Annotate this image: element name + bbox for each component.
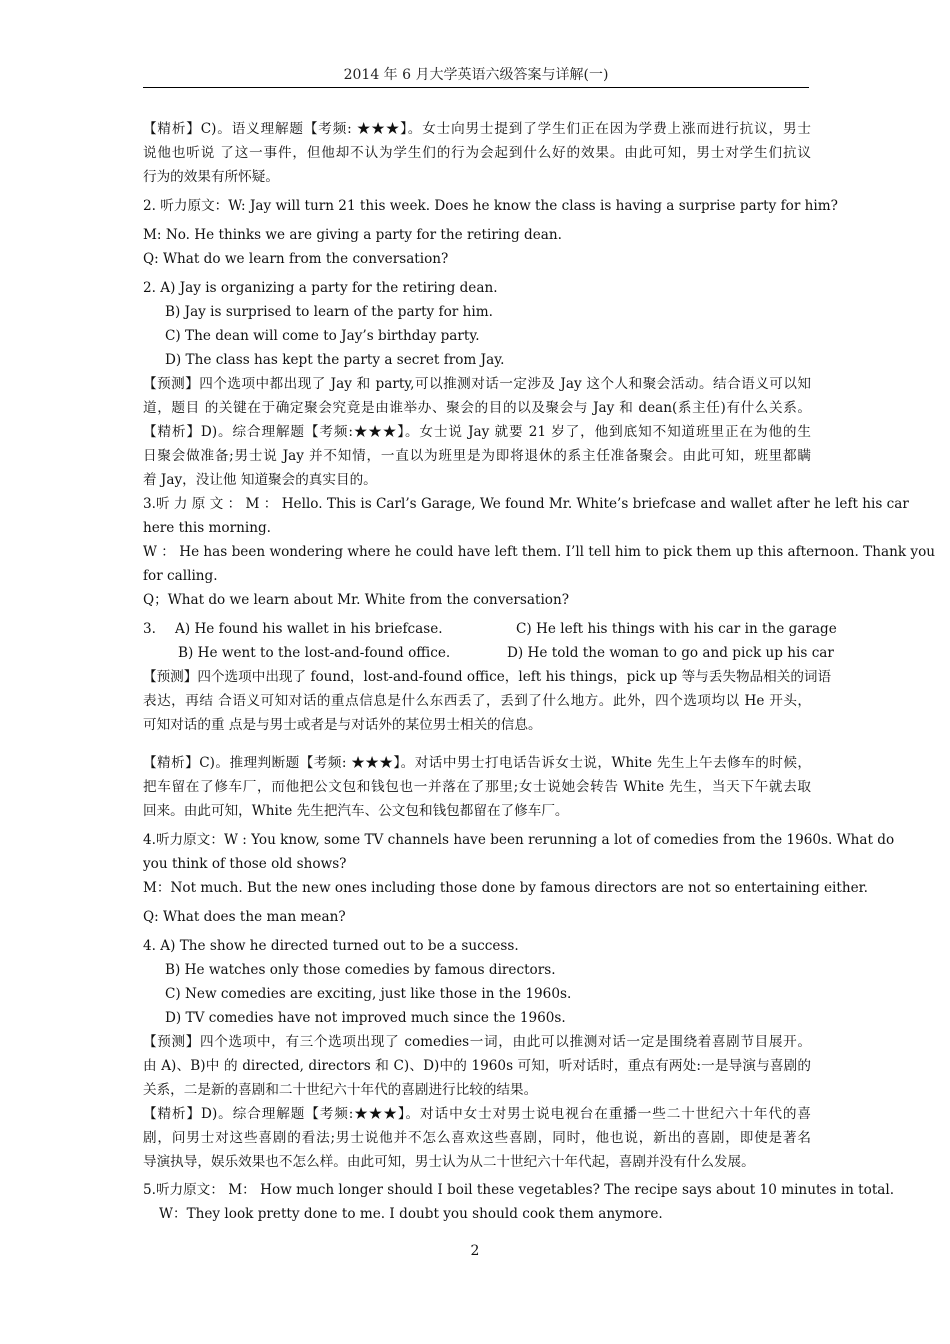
text-line: 道，题目 的关键在于确定聚会究竟是由谁举办、聚会的目的以及聚会与 Jay 和 dean(系主任)有什么关系。 bbox=[143, 400, 811, 416]
text-line: Q: What does the man mean? bbox=[143, 909, 346, 925]
text-line: 2. 听力原文：W: Jay will turn 21 this week. Does he know the class is having a surprise party for him? bbox=[143, 198, 838, 214]
text-line: you think of those old shows? bbox=[143, 856, 347, 872]
text-line: W ： He has been wondering where he could have left them. I’ll tell him to pick them up this afternoon. Thank you bbox=[143, 544, 936, 560]
text-line: 5.听力原文： M： How much longer should I boil these vegetables? The recipe says about 10 minutes in total. bbox=[143, 1182, 895, 1198]
option-d: D) He told the woman to go and pick up his car bbox=[507, 645, 834, 661]
page-header-title: 2014 年 6 月大学英语六级答案与详解(一) bbox=[343, 67, 609, 83]
option-line: 2. A) Jay is organizing a party for the retiring dean. bbox=[143, 280, 498, 296]
option-line: D) TV comedies have not improved much since the 1960s. bbox=[165, 1010, 566, 1026]
text-line: 3.听 力 原 文 ： M ： Hello. This is Carl’s Garage, We found Mr. White’s briefcase and wallet after he left his car bbox=[143, 496, 909, 512]
page-number: 2 bbox=[470, 1243, 480, 1259]
text-line: 由 A)、B)中 的 directed, directors 和 C)、D)中的 1960s 可知，听对话时，重点有两处:一是导演与喜剧的 bbox=[143, 1058, 811, 1074]
text-line: 日聚会做准备;男士说 Jay 并不知情，一直以为班里是为即将退休的系主任准备聚会。由此可知，班里都瞒 bbox=[143, 448, 811, 464]
text-line: 回来。由此可知，White 先生把汽车、公文包和钱包都留在了修车厂。 bbox=[143, 803, 569, 819]
text-line: 导演执导，娱乐效果也不怎么样。由此可知，男士认为从二十世纪六十年代起，喜剧并没有什么发展。 bbox=[143, 1154, 755, 1170]
header-rule bbox=[143, 87, 809, 88]
option-b: B) He went to the lost-and-found office. bbox=[178, 645, 451, 661]
option-line: B) Jay is surprised to learn of the party for him. bbox=[165, 304, 493, 320]
text-line: M: No. He thinks we are giving a party for the retiring dean. bbox=[143, 227, 562, 243]
option-line: 4. A) The show he directed turned out to be a success. bbox=[143, 938, 519, 954]
text-line: W：They look pretty done to me. I doubt you should cook them anymore. bbox=[159, 1206, 663, 1222]
option-line: D) The class has kept the party a secret from Jay. bbox=[165, 352, 505, 368]
text-line: 把车留在了修车厂，而他把公文包和钱包也一并落在了那里;女士说她会转告 White 先生，当天下午就去取 bbox=[143, 779, 811, 795]
text-line: 可知对话的重 点是与男士或者是与对话外的某位男士相关的信息。 bbox=[143, 717, 542, 733]
text-line: 关系，二是新的喜剧和二十世纪六十年代的喜剧进行比较的结果。 bbox=[143, 1082, 538, 1098]
text-line: here this morning. bbox=[143, 520, 271, 536]
option-line: C) The dean will come to Jay’s birthday party. bbox=[165, 328, 480, 344]
text-line: for calling. bbox=[143, 568, 218, 584]
text-line: 4.听力原文：W : You know, some TV channels have been rerunning a lot of comedies from the 1960s. What do bbox=[143, 832, 895, 848]
text-line: Q；What do we learn about Mr. White from the conversation? bbox=[143, 592, 570, 608]
text-line: 【预测】四个选项中，有三个选项出现了 comedies一词，由此可以推测对话一定是围绕着喜剧节目展开。 bbox=[143, 1034, 811, 1050]
text-line: 行为的效果有所怀疑。 bbox=[143, 169, 279, 185]
text-line: 【预测】四个选项中出现了 found，lost-and-found office，left his things，pick up 等与丢失物品相关的词语 bbox=[143, 669, 832, 685]
text-line: 【精析】C)。推理判断题【考频: ★★★】。对话中男士打电话告诉女士说，White 先生上午去修车的时候， bbox=[143, 755, 811, 771]
option-a: A) He found his wallet in his briefcase. bbox=[175, 621, 443, 637]
text-line: 【预测】四个选项中都出现了 Jay 和 party,可以推测对话一定涉及 Jay 这个人和聚会活动。结合语义可以知 bbox=[143, 376, 811, 392]
text-line: 【精析】C)。语义理解题【考频: ★★★】。女士向男士提到了学生们正在因为学费上涨而进行抗议，男士 bbox=[143, 121, 811, 137]
text-line: 剧，问男士对这些喜剧的看法;男士说他并不怎么喜欢这些喜剧，同时，他也说，新出的喜剧，即使是著名 bbox=[143, 1130, 811, 1146]
option-line: B) He watches only those comedies by famous directors. bbox=[165, 962, 556, 978]
text-line: M：Not much. But the new ones including those done by famous directors are not so entertaining either. bbox=[143, 880, 868, 896]
option-line: C) New comedies are exciting, just like those in the 1960s. bbox=[165, 986, 572, 1002]
option-c: C) He left his things with his car in the garage bbox=[516, 621, 837, 637]
text-line: Q: What do we learn from the conversation? bbox=[143, 251, 449, 267]
text-line: 着 Jay，没让他 知道聚会的真实目的。 bbox=[143, 472, 377, 488]
text-line: 表达，再结 合语义可知对话的重点信息是什么东西丢了，丢到了什么地方。此外，四个选项均以 He 开头， bbox=[143, 693, 811, 709]
text-line: 【精析】D)。综合理解题【考频:★★★】。女士说 Jay 就要 21 岁了，他到底知不知道班里正在为他的生 bbox=[143, 424, 811, 440]
text-line: 说他也听说 了这一事件，但他却不认为学生们的行为会起到什么好的效果。由此可知，男士对学生们抗议 bbox=[143, 145, 811, 161]
text-line: 【精析】D)。综合理解题【考频:★★★】。对话中女士对男士说电视台在重播一些二十世纪六十年代的喜 bbox=[143, 1106, 811, 1122]
question-number: 3. bbox=[143, 621, 156, 637]
